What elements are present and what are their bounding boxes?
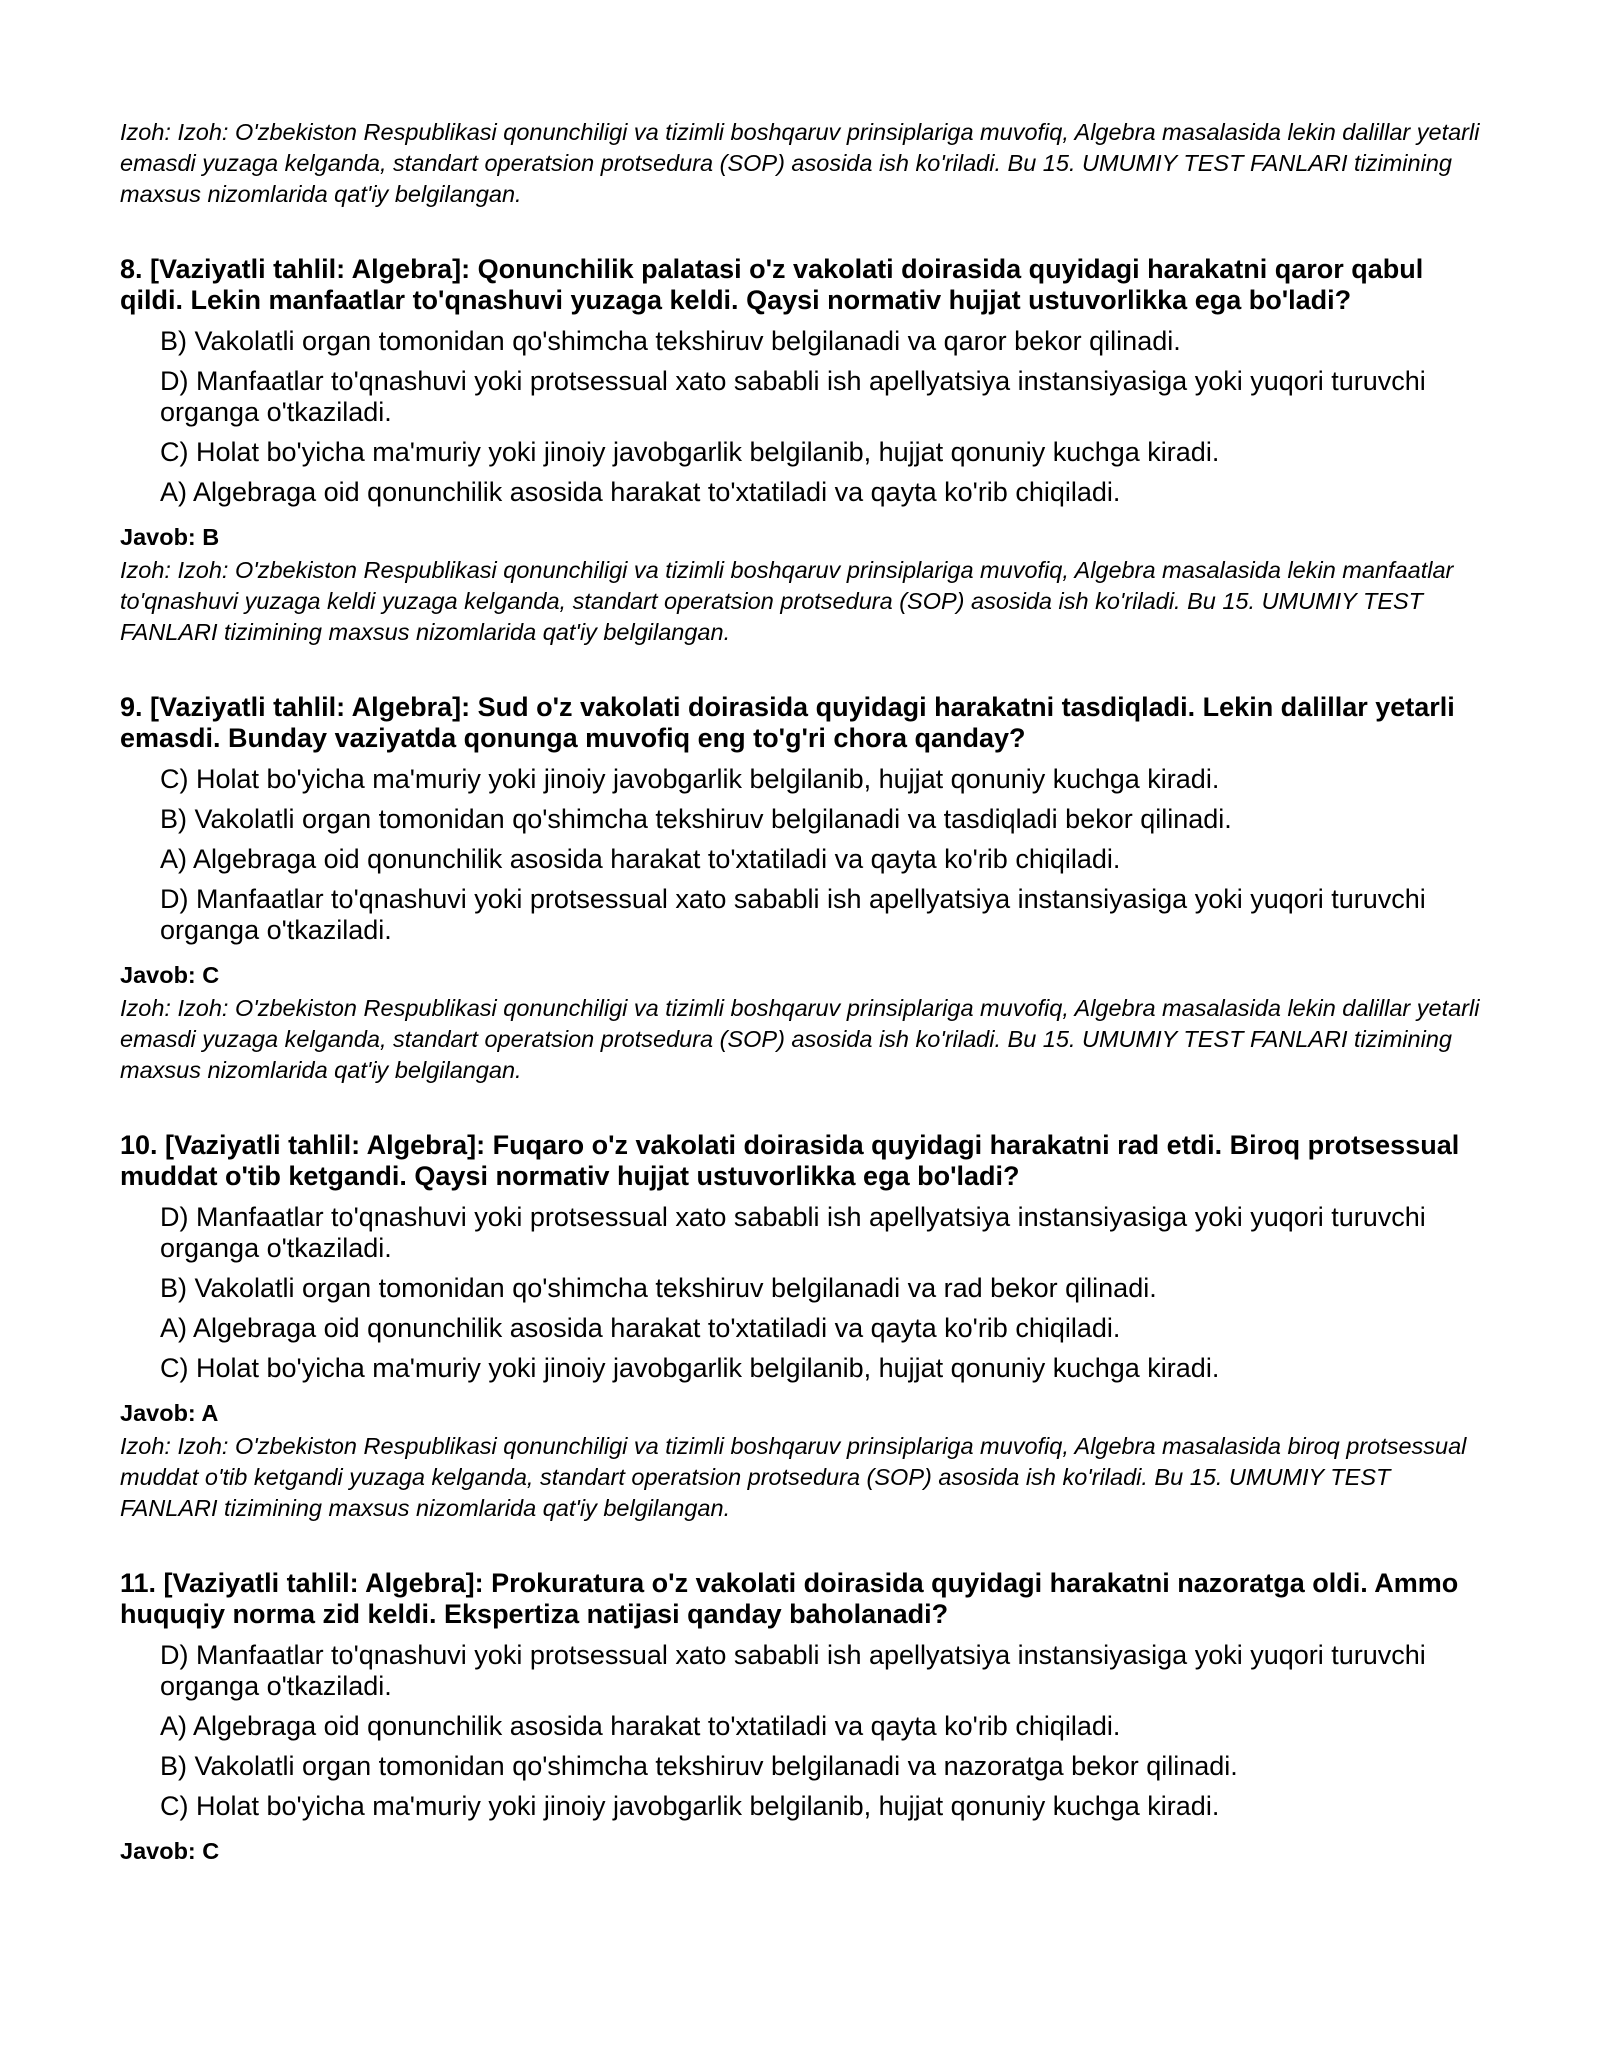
question-text: 9. [Vaziyatli tahlil: Algebra]: Sud o'z vakolati doirasida quyidagi harakatni tasdiqladi. Lekin dalillar yetarli emasdi. Bunday vaziyatda qonunga muvofiq eng to'g'ri chora qanday? (120, 692, 1455, 753)
explanation-text: Izoh: Izoh: O'zbekiston Respublikasi qonunchiligi va tizimli boshqaruv prinsiplariga muvofiq, Algebra masalasida biroq protsessual muddat o'tib ketgandi yuzaga kelganda, standart operatsion protsedura (SOP) asosida ish ko'riladi. Bu 15. UMUMIY TEST FANLARI tizimining maxsus nizomlarida qat'iy belgilangan. (120, 1433, 1467, 1521)
option-item: A) Algebraga oid qonunchilik asosida harakat to'xtatiladi va qayta ko'rib chiqiladi. (160, 477, 1121, 507)
answer-text: Javob: A (120, 1400, 219, 1426)
option-item: D) Manfaatlar to'qnashuvi yoki protsessual xato sababli ish apellyatsiya instansiyasiga yoki yuqori turuvchi organga o'tkaziladi. (160, 884, 1426, 945)
option-item: B) Vakolatli organ tomonidan qo'shimcha tekshiruv belgilanadi va nazoratga bekor qilinadi. (160, 1751, 1238, 1781)
question-block (120, 1130, 1490, 1524)
answer-text: Javob: C (120, 962, 220, 988)
explanation-text: Izoh: Izoh: O'zbekiston Respublikasi qonunchiligi va tizimli boshqaruv prinsiplariga muvofiq, Algebra masalasida lekin manfaatlar to'qnashuvi yuzaga keldi yuzaga kelganda, standart operatsion protsedura (SOP) asosida ish ko'riladi. Bu 15. UMUMIY TEST FANLARI tizimining maxsus nizomlarida qat'iy belgilangan. (120, 557, 1454, 645)
option-item: D) Manfaatlar to'qnashuvi yoki protsessual xato sababli ish apellyatsiya instansiyasiga yoki yuqori turuvchi organga o'tkaziladi. (160, 1202, 1426, 1263)
option-item: C) Holat bo'yicha ma'muriy yoki jinoiy javobgarlik belgilanib, hujjat qonuniy kuchga kiradi. (160, 764, 1220, 794)
question-block (120, 254, 1490, 648)
question-block (120, 1568, 1490, 1867)
explanation-text: Izoh: Izoh: O'zbekiston Respublikasi qonunchiligi va tizimli boshqaruv prinsiplariga muvofiq, Algebra masalasida lekin dalillar yetarli emasdi yuzaga kelganda, standart operatsion protsedura (SOP) asosida ish ko'riladi. Bu 15. UMUMIY TEST FANLARI tizimining maxsus nizomlarida qat'iy belgilangan. (120, 119, 1480, 207)
option-item: A) Algebraga oid qonunchilik asosida harakat to'xtatiladi va qayta ko'rib chiqiladi. (160, 844, 1121, 874)
question-text: 8. [Vaziyatli tahlil: Algebra]: Qonunchilik palatasi o'z vakolati doirasida quyidagi harakatni qaror qabul qildi. Lekin manfaatlar to'qnashuvi yuzaga keldi. Qaysi normativ hujjat ustuvorlikka ega bo'ladi? (120, 254, 1424, 315)
option-item: D) Manfaatlar to'qnashuvi yoki protsessual xato sababli ish apellyatsiya instansiyasiga yoki yuqori turuvchi organga o'tkaziladi. (160, 366, 1426, 427)
options-list (160, 1640, 1490, 1822)
option-item: C) Holat bo'yicha ma'muriy yoki jinoiy javobgarlik belgilanib, hujjat qonuniy kuchga kiradi. (160, 1791, 1220, 1821)
options-list (160, 764, 1490, 946)
question-block (120, 692, 1490, 1086)
answer-text: Javob: B (120, 524, 220, 550)
option-item: B) Vakolatli organ tomonidan qo'shimcha tekshiruv belgilanadi va rad bekor qilinadi. (160, 1273, 1157, 1303)
document-content (120, 117, 1490, 1869)
question-text: 10. [Vaziyatli tahlil: Algebra]: Fuqaro o'z vakolati doirasida quyidagi harakatni rad etdi. Biroq protsessual muddat o'tib ketgandi. Qaysi normativ hujjat ustuvorlikka ega bo'ladi? (120, 1130, 1460, 1191)
options-list (160, 1202, 1490, 1384)
option-item: D) Manfaatlar to'qnashuvi yoki protsessual xato sababli ish apellyatsiya instansiyasiga yoki yuqori turuvchi organga o'tkaziladi. (160, 1640, 1426, 1701)
option-item: B) Vakolatli organ tomonidan qo'shimcha tekshiruv belgilanadi va qaror bekor qilinadi. (160, 326, 1181, 356)
option-item: B) Vakolatli organ tomonidan qo'shimcha tekshiruv belgilanadi va tasdiqladi bekor qilinadi. (160, 804, 1232, 834)
option-item: A) Algebraga oid qonunchilik asosida harakat to'xtatiladi va qayta ko'rib chiqiladi. (160, 1711, 1121, 1741)
explanation-text: Izoh: Izoh: O'zbekiston Respublikasi qonunchiligi va tizimli boshqaruv prinsiplariga muvofiq, Algebra masalasida lekin dalillar yetarli emasdi yuzaga kelganda, standart operatsion protsedura (SOP) asosida ish ko'riladi. Bu 15. UMUMIY TEST FANLARI tizimining maxsus nizomlarida qat'iy belgilangan. (120, 995, 1480, 1083)
question-text: 11. [Vaziyatli tahlil: Algebra]: Prokuratura o'z vakolati doirasida quyidagi harakatni nazoratga oldi. Ammo huquqiy norma zid keldi. Ekspertiza natijasi qanday baholanadi? (120, 1568, 1459, 1629)
option-item: A) Algebraga oid qonunchilik asosida harakat to'xtatiladi va qayta ko'rib chiqiladi. (160, 1313, 1121, 1343)
option-item: C) Holat bo'yicha ma'muriy yoki jinoiy javobgarlik belgilanib, hujjat qonuniy kuchga kiradi. (160, 1353, 1220, 1383)
option-item: C) Holat bo'yicha ma'muriy yoki jinoiy javobgarlik belgilanib, hujjat qonuniy kuchga kiradi. (160, 437, 1220, 467)
options-list (160, 326, 1490, 508)
answer-text: Javob: C (120, 1838, 220, 1864)
